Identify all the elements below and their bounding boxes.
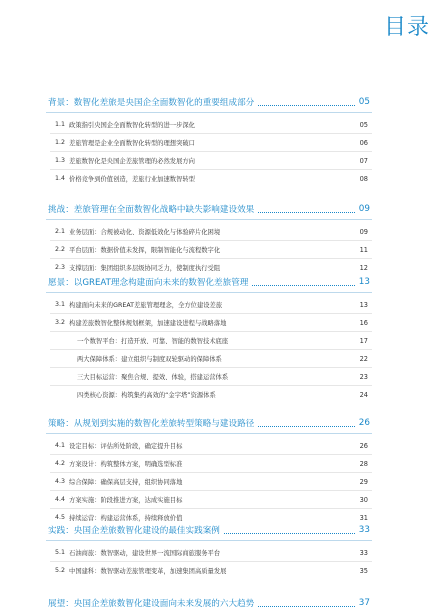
toc-section-heading[interactable] (0, 199, 438, 219)
section-title: 愿景：以GREAT理念构建面向未来的数智化差旅管理 (48, 278, 249, 288)
section-divider (46, 292, 372, 293)
section-divider (46, 112, 372, 113)
item-page-number: 07 (359, 156, 368, 165)
section-title: 策略：从规划到实施的数智化差旅转型策略与建设路径 (48, 419, 255, 429)
dot-leader (252, 285, 354, 286)
toc-section-heading[interactable] (0, 413, 438, 433)
item-title: 综合保障：确保高层支持，组织协同落地 (69, 479, 183, 486)
item-number: 2.3 (55, 264, 66, 271)
toc-item[interactable] (0, 296, 438, 313)
item-title: 三大目标运营：聚焦合规、提效、体验，搭建运营体系 (77, 374, 229, 381)
item-page-number: 12 (359, 263, 368, 272)
item-title: 方案设计：构筑整体方案，明确选型标准 (69, 461, 183, 468)
item-title: 一个数智平台：打造开放、可靠、智能的数智技术底座 (77, 338, 229, 345)
item-title: 持续运营：构建运营体系，持续释放价值 (69, 515, 183, 522)
toc-subitem[interactable] (0, 386, 438, 403)
toc-item[interactable] (0, 437, 438, 454)
item-page-number: 30 (359, 495, 368, 504)
dot-leader (258, 426, 355, 427)
toc-subitem[interactable] (0, 350, 438, 367)
item-page-number: 24 (359, 390, 368, 399)
item-title: 业务层面：合规被动化、资源低效化与体验碎片化困境 (69, 229, 221, 236)
item-page-number: 16 (359, 318, 368, 327)
item-title: 构建面向未来的GREAT差旅管理理念，全方位建设差旅 (69, 302, 223, 309)
item-page-number: 05 (359, 120, 368, 129)
section-divider (46, 433, 372, 434)
dot-leader (258, 212, 355, 213)
item-title: 差旅管理是企业全面数智化转型的理想突破口 (69, 140, 195, 147)
item-number: 1.1 (55, 121, 66, 128)
toc-item[interactable] (0, 455, 438, 472)
toc-item[interactable] (0, 491, 438, 508)
item-page-number: 22 (359, 354, 368, 363)
section-divider (46, 540, 372, 541)
item-title: 中国建科：数智驱动差旅管理变革，加速集团高质量发展 (69, 568, 227, 575)
item-page-number: 06 (359, 138, 368, 147)
toc-item[interactable] (0, 473, 438, 490)
item-title: 两大保障体系：建立组织与制度双轮驱动的保障体系 (77, 356, 222, 363)
item-number: 1.2 (55, 139, 66, 146)
section-page-number: 05 (358, 97, 370, 107)
item-number: 5.1 (55, 549, 66, 556)
toc-section-vision (0, 272, 438, 413)
item-number: 2.1 (55, 228, 66, 235)
toc-section-heading[interactable] (0, 92, 438, 112)
item-page-number: 13 (359, 300, 368, 309)
toc-item[interactable] (0, 544, 438, 561)
section-title: 展望：央国企差旅数智化建设面向未来发展的六大趋势 (48, 599, 255, 609)
item-number: 4.1 (55, 442, 66, 449)
toc-section-heading[interactable] (0, 593, 438, 611)
toc-section-challenges (0, 199, 438, 272)
item-title: 差旅数智化是央国企差旅管理的必然发展方向 (69, 158, 195, 165)
section-page-number: 13 (358, 277, 370, 287)
item-title: 价格竞争到价值创造，差旅行业加速数智转型 (69, 176, 195, 183)
item-number: 3.1 (55, 301, 66, 308)
toc-subitem[interactable] (0, 368, 438, 385)
toc-item[interactable] (0, 134, 438, 151)
section-page-number: 37 (358, 598, 370, 608)
item-page-number: 29 (359, 477, 368, 486)
item-number: 4.5 (55, 514, 66, 521)
item-page-number: 11 (359, 245, 368, 254)
section-divider (46, 219, 372, 220)
toc-section-heading[interactable] (0, 272, 438, 292)
toc-section-background (0, 92, 438, 199)
section-title: 背景：数智化差旅是央国企全面数智化的重要组成部分 (48, 98, 255, 108)
item-title: 石油商旅：数智驱动，建设世界一流国际商旅服务平台 (69, 550, 221, 557)
section-page-number: 26 (358, 418, 370, 428)
section-title: 挑战：差旅管理在全面数智化战略中缺失影响建设效果 (48, 205, 255, 215)
item-title: 四类核心资源：构筑集约高效的“金字塔”资源体系 (77, 392, 216, 399)
dot-leader (258, 606, 355, 607)
toc-subitem[interactable] (0, 332, 438, 349)
toc-item[interactable] (0, 223, 438, 240)
item-number: 2.2 (55, 246, 66, 253)
item-title: 政策指引央国企全面数智化转型的进一步深化 (69, 122, 195, 129)
item-number: 1.4 (55, 175, 66, 182)
item-page-number: 17 (359, 336, 368, 345)
toc-item[interactable] (0, 314, 438, 331)
item-title: 平台层面：数据价值未发挥，限制智能化与流程数字化 (69, 247, 221, 254)
section-title: 实践：央国企差旅数智化建设的最佳实践案例 (48, 526, 220, 536)
item-number: 5.2 (55, 567, 66, 574)
item-page-number: 26 (359, 441, 368, 450)
item-title: 支撑层面：集团组织多层级协同乏力，使制度执行受阻 (69, 265, 221, 272)
item-title: 构建差旅数智化整体规划框架，加速建设进程与战略落地 (69, 320, 227, 327)
toc-item[interactable] (0, 562, 438, 579)
item-page-number: 28 (359, 459, 368, 468)
item-number: 4.3 (55, 478, 66, 485)
toc-item[interactable] (0, 241, 438, 258)
dot-leader (258, 105, 355, 106)
item-title: 方案实施：阶段推进方案，达成实施目标 (69, 497, 183, 504)
item-page-number: 23 (359, 372, 368, 381)
toc-item[interactable] (0, 152, 438, 169)
item-number: 1.3 (55, 157, 66, 164)
table-of-contents (0, 92, 438, 611)
toc-item[interactable] (0, 116, 438, 133)
toc-section-heading[interactable] (0, 520, 438, 540)
item-title: 设定目标：评估所处阶段，确定提升目标 (69, 443, 183, 450)
item-page-number: 08 (359, 174, 368, 183)
toc-section-strategy (0, 413, 438, 520)
dot-leader (224, 533, 355, 534)
toc-section-practice (0, 520, 438, 593)
item-page-number: 35 (359, 566, 368, 575)
toc-section-outlook (0, 593, 438, 611)
section-page-number: 33 (358, 525, 370, 535)
item-page-number: 31 (359, 513, 368, 522)
item-page-number: 33 (359, 548, 368, 557)
item-number: 4.2 (55, 460, 66, 467)
page-title: 目录 (383, 15, 430, 40)
item-number: 3.2 (55, 319, 66, 326)
toc-item[interactable] (0, 170, 438, 187)
item-number: 4.4 (55, 496, 66, 503)
section-page-number: 09 (358, 204, 370, 214)
item-page-number: 09 (359, 227, 368, 236)
